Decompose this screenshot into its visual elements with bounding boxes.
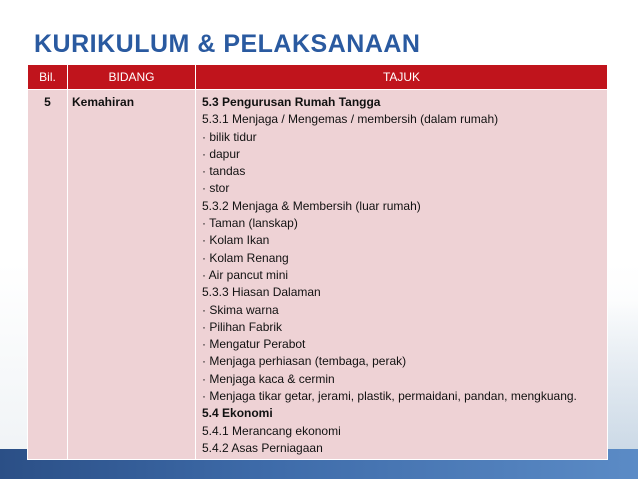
tajuk-line: · dapur (202, 146, 241, 161)
tajuk-line: 5.3 Pengurusan Rumah Tangga (202, 95, 381, 109)
curriculum-table (27, 64, 608, 460)
tajuk-line: · bilik tidur (202, 129, 257, 144)
tajuk-line: · Menjaga perhiasan (tembaga, perak) (202, 354, 407, 369)
tajuk-line: 5.3.1 Menjaga / Mengemas / membersih (dalam rumah) (202, 112, 499, 127)
tajuk-line: · Menjaga kaca & cermin (202, 371, 335, 386)
tajuk-line: 5.3.2 Menjaga & Membersih (luar rumah) (202, 198, 421, 213)
tajuk-list (202, 94, 601, 457)
header-bil: Bil. (28, 65, 68, 90)
tajuk-line: 5.3.3 Hiasan Dalaman (202, 285, 321, 300)
header-bidang: BIDANG (68, 65, 196, 90)
table-row (28, 90, 608, 460)
slide-title: KURIKULUM & PELAKSANAAN (34, 30, 421, 58)
tajuk-line: · Kolam Ikan (202, 233, 270, 248)
tajuk-line: · Pilihan Fabrik (202, 319, 283, 334)
tajuk-line: · Air pancut mini (202, 267, 289, 282)
decorative-side-graphic (608, 300, 638, 450)
tajuk-line: · Taman (lanskap) (202, 216, 298, 231)
cell-tajuk (196, 90, 608, 460)
tajuk-line: 5.4.2 Asas Perniagaan (202, 440, 323, 455)
tajuk-line: 5.4.1 Merancang ekonomi (202, 423, 341, 438)
tajuk-line: · Kolam Renang (202, 250, 289, 265)
tajuk-line: · Menjaga tikar getar, jerami, plastik, permaidani, pandan, mengkuang. (202, 389, 577, 404)
table-header-row (28, 65, 608, 90)
tajuk-line: · stor (202, 181, 230, 196)
tajuk-line: · Skima warna (202, 302, 279, 317)
cell-bidang: Kemahiran (68, 90, 196, 460)
cell-bil: 5 (28, 90, 68, 460)
tajuk-line: · Mengatur Perabot (202, 337, 306, 352)
tajuk-line: 5.4 Ekonomi (202, 406, 273, 421)
header-tajuk: TAJUK (196, 65, 608, 90)
tajuk-line: · tandas (202, 164, 246, 179)
